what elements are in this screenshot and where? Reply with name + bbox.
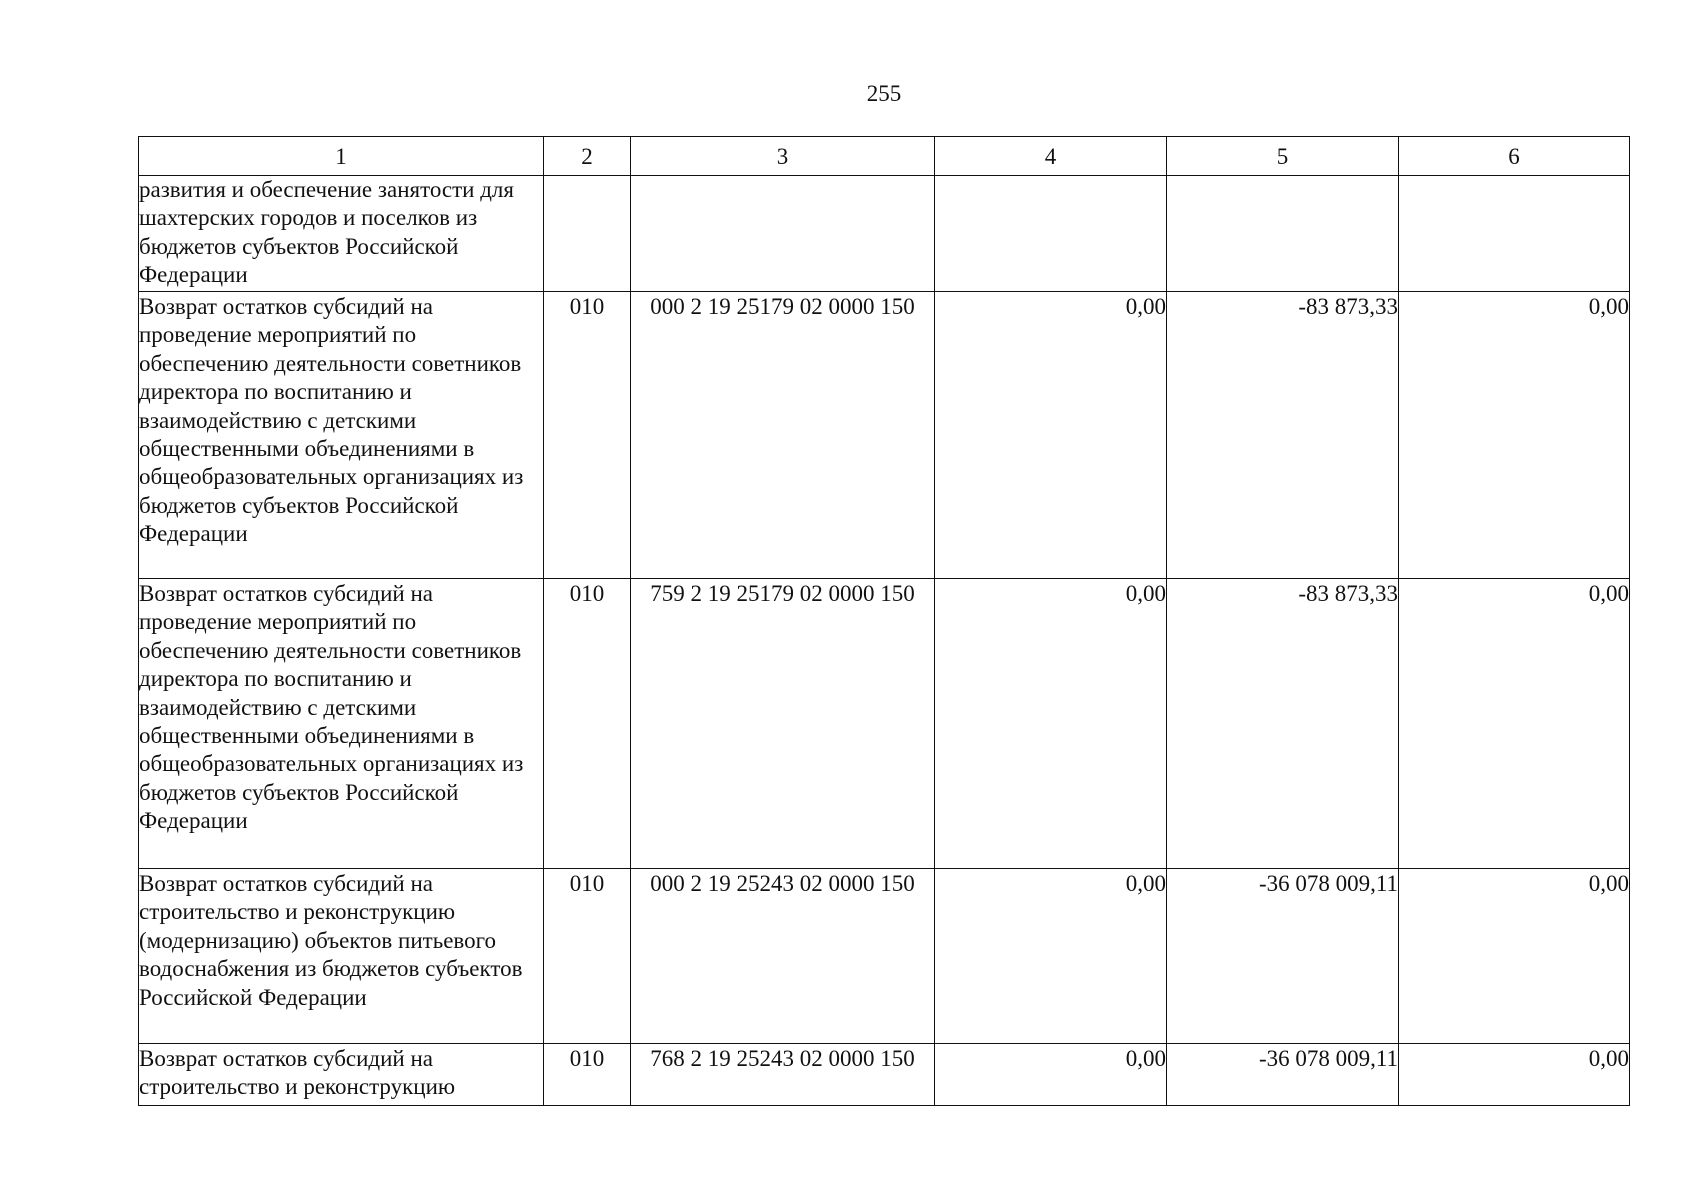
table-row: [139, 292, 1630, 579]
header-col-5: 5: [1167, 137, 1399, 176]
row-col6-cell: 0,00: [1399, 579, 1630, 869]
row-col5-cell: -83 873,33: [1167, 579, 1399, 869]
row-chapter-cell: [544, 176, 631, 292]
header-col-1: 1: [139, 137, 544, 176]
row-col5-cell: [1167, 176, 1399, 292]
row-col4-cell: 0,00: [935, 869, 1167, 1044]
row-col6-cell: 0,00: [1399, 1044, 1630, 1106]
row-code-cell: 000 2 19 25243 02 0000 150: [631, 869, 935, 1044]
header-col-6: 6: [1399, 137, 1630, 176]
row-name-cell: Возврат остатков субсидий на проведение мероприятий по обеспечению деятельности советников директора по воспитанию и взаимодействию с детскими общественными объединениями в общеобразовательных организациях из бюджетов субъектов Российской Федерации: [139, 579, 544, 869]
row-name-cell: Возврат остатков субсидий на строительство и реконструкцию: [139, 1044, 544, 1106]
row-code-cell: [631, 176, 935, 292]
row-chapter-cell: 010: [544, 579, 631, 869]
header-col-3: 3: [631, 137, 935, 176]
table-row: [139, 176, 1630, 292]
row-chapter-cell: 010: [544, 869, 631, 1044]
row-col5-cell: -36 078 009,11: [1167, 869, 1399, 1044]
row-col4-cell: [935, 176, 1167, 292]
row-col4-cell: 0,00: [935, 1044, 1167, 1106]
row-name-cell: Возврат остатков субсидий на проведение мероприятий по обеспечению деятельности советников директора по воспитанию и взаимодействию с детскими общественными объединениями в общеобразовательных организациях из бюджетов субъектов Российской Федерации: [139, 292, 544, 579]
table-header-row: [139, 137, 1630, 176]
budget-table: [138, 136, 1630, 1106]
row-col6-cell: [1399, 176, 1630, 292]
page-number: 255: [866, 81, 902, 106]
row-code-cell: 768 2 19 25243 02 0000 150: [631, 1044, 935, 1106]
row-chapter-cell: 010: [544, 292, 631, 579]
header-col-4: 4: [935, 137, 1167, 176]
row-chapter-cell: 010: [544, 1044, 631, 1106]
row-col6-cell: 0,00: [1399, 292, 1630, 579]
row-name-cell: развития и обеспечение занятости для шахтерских городов и поселков из бюджетов субъектов Российской Федерации: [139, 176, 544, 292]
row-code-cell: 000 2 19 25179 02 0000 150: [631, 292, 935, 579]
table-row: [139, 869, 1630, 1044]
table-row: [139, 579, 1630, 869]
row-name-cell: Возврат остатков субсидий на строительство и реконструкцию (модернизацию) объектов питьевого водоснабжения из бюджетов субъектов Российской Федерации: [139, 869, 544, 1044]
row-col5-cell: -36 078 009,11: [1167, 1044, 1399, 1106]
row-col6-cell: 0,00: [1399, 869, 1630, 1044]
row-code-cell: 759 2 19 25179 02 0000 150: [631, 579, 935, 869]
header-col-2: 2: [544, 137, 631, 176]
table-row: [139, 1044, 1630, 1106]
row-col4-cell: 0,00: [935, 579, 1167, 869]
row-col4-cell: 0,00: [935, 292, 1167, 579]
row-col5-cell: -83 873,33: [1167, 292, 1399, 579]
